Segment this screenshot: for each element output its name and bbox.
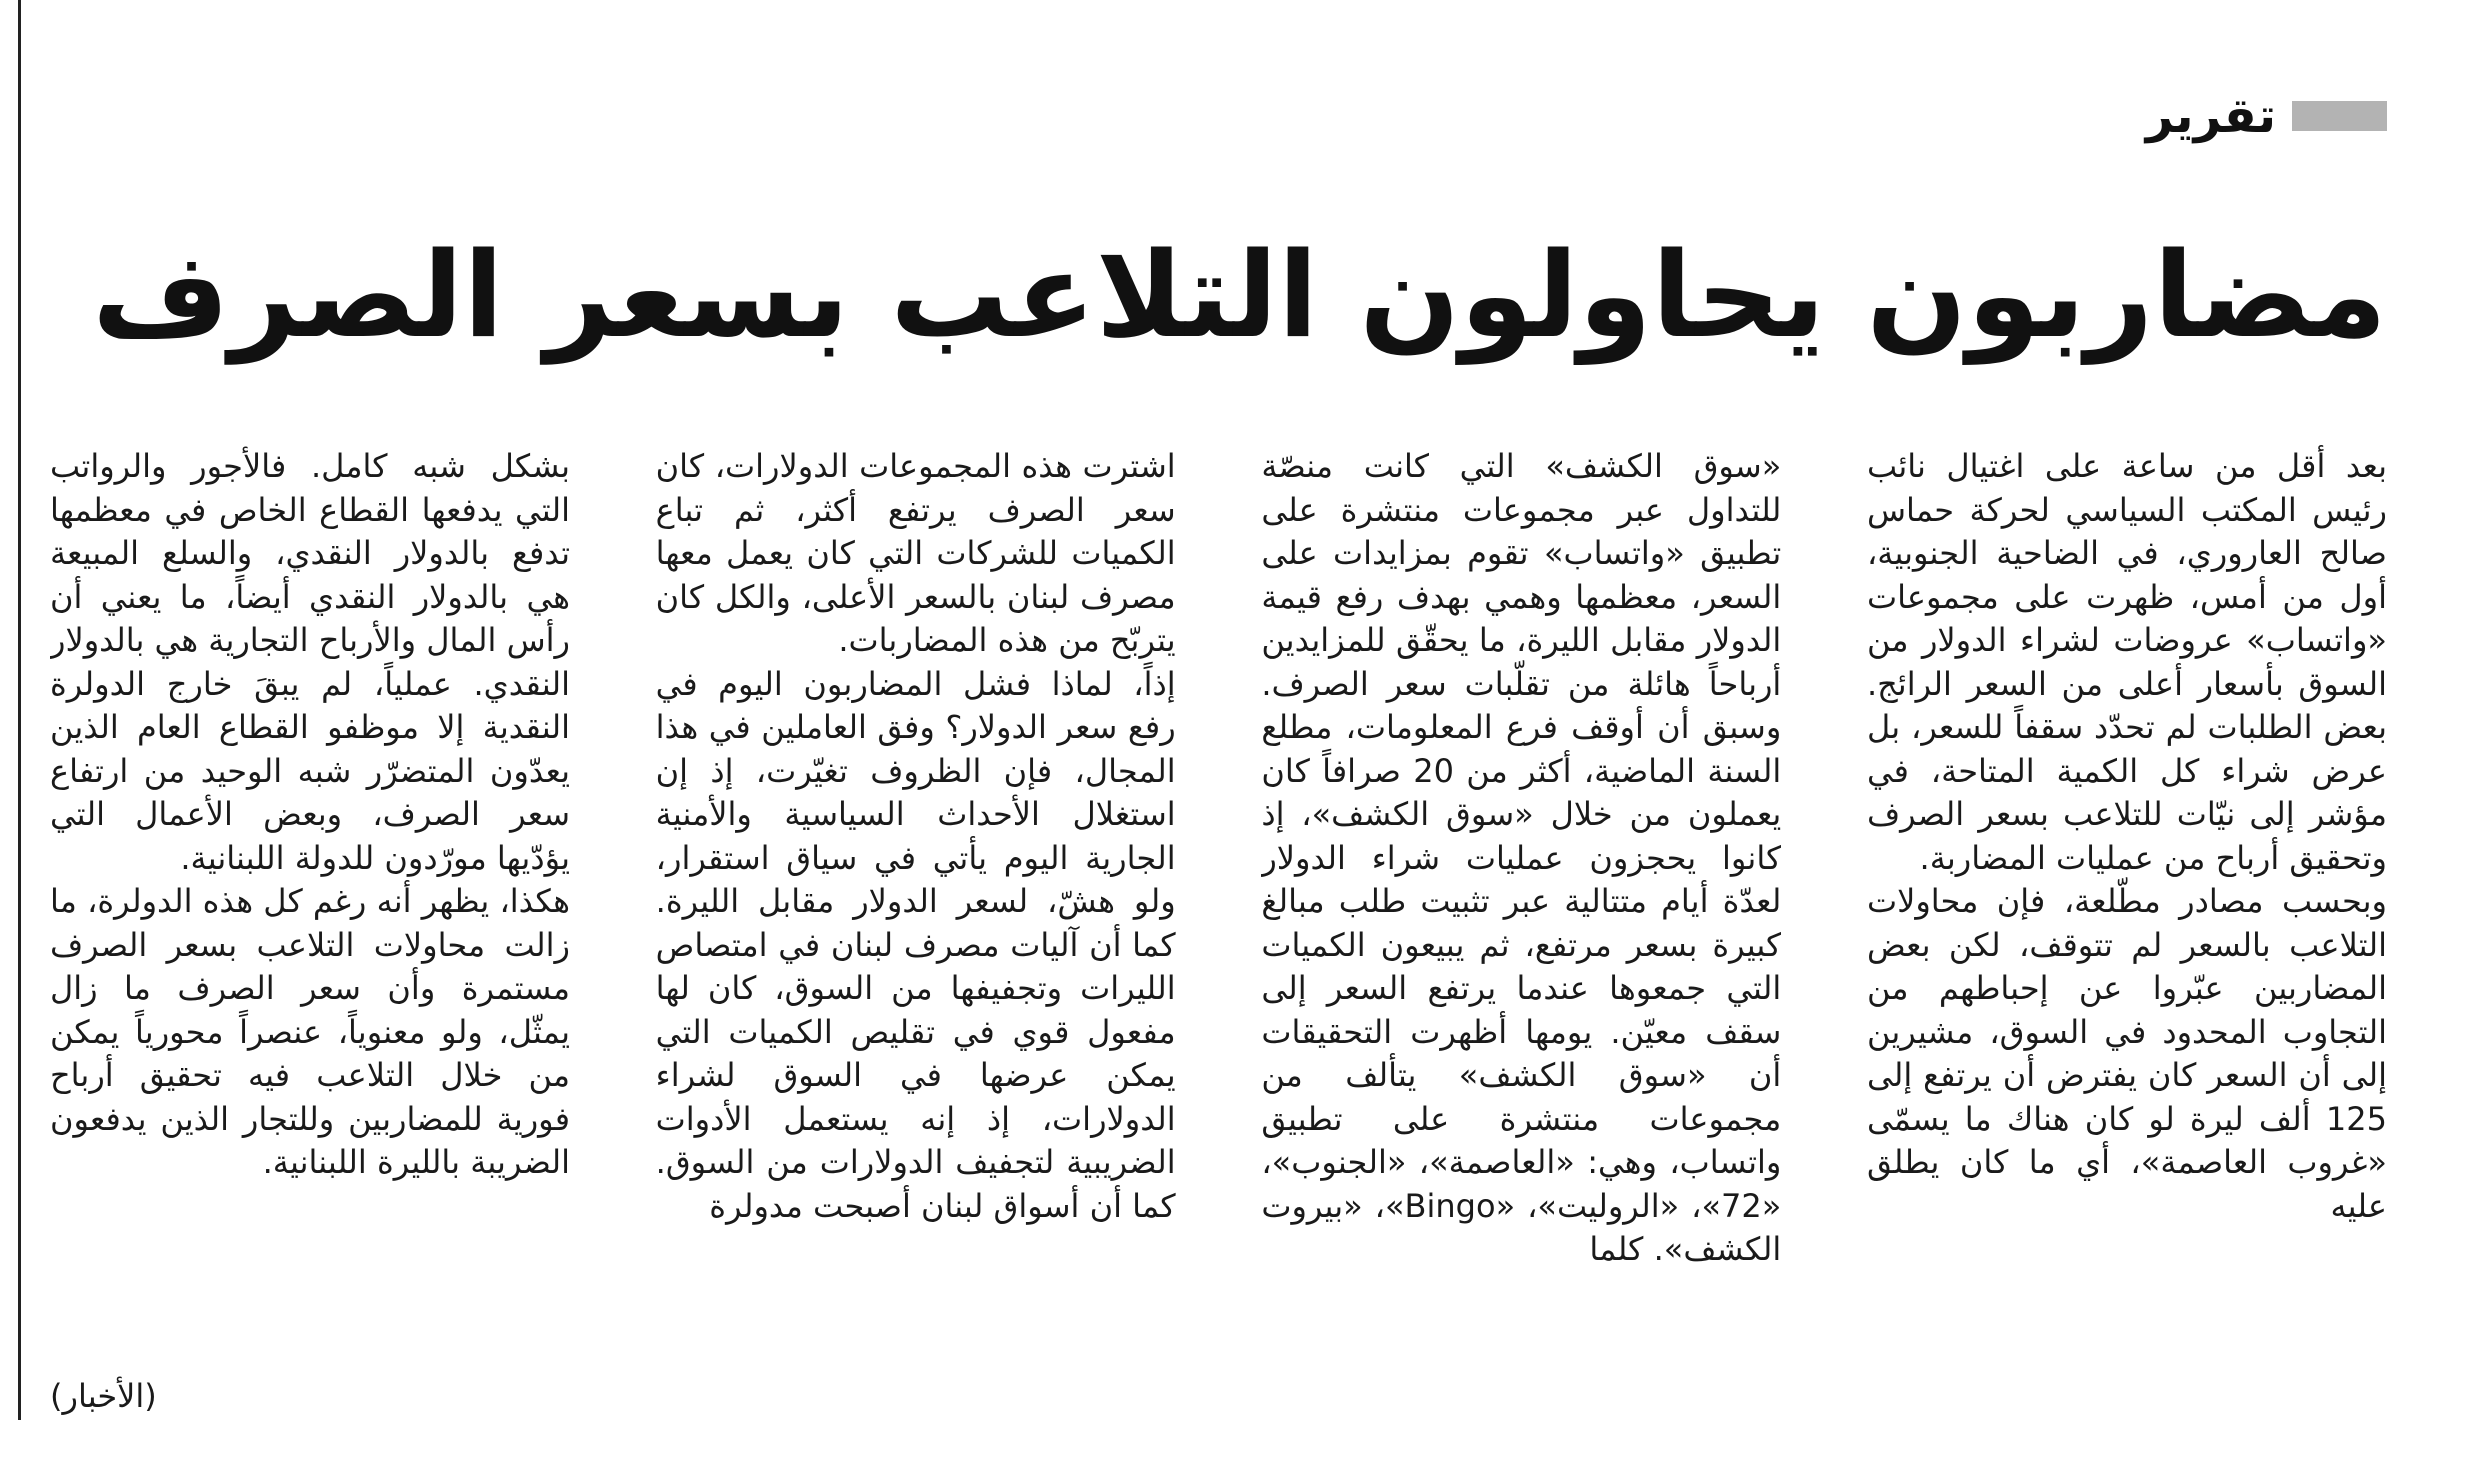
article-column-1: [1867, 445, 2387, 1425]
section-label: تقرير: [2145, 88, 2276, 144]
source-credit: (الأخبار): [50, 1377, 157, 1415]
paragraph: هكذا، يظهر أنه رغم كل هذه الدولرة، ما زالت محاولات التلاعب بسعر الصرف مستمرة وأن سعر الصرف ما زال يمثّل، ولو معنوياً، عنصراً محورياً يمكن من خلال التلاعب فيه تحقيق أرباح فورية للمضاربين وللتجار الذين يدفعون الضريبة بالليرة اللبنانية.: [50, 882, 570, 1181]
article-body: [50, 445, 2387, 1425]
article-headline: مضاربون يحاولون التلاعب بسعر الصرف: [92, 226, 2387, 364]
section-tag-bar: [2292, 101, 2387, 131]
left-column-rule: [18, 0, 21, 1420]
paragraph: وبحسب مصادر مطّلعة، فإن محاولات التلاعب بالسعر لم تتوقف، لكن بعض المضاربين عبّروا عن إحباطهم من التجاوب المحدود في السوق، مشيرين إلى أن السعر كان يفترض أن يرتفع إلى 125 ألف ليرة لو كان هناك ما يسمّى «غروب العاصمة»، أي ما كان يطلق عليه: [1866, 882, 2387, 1225]
paragraph: بشكل شبه كامل. فالأجور والرواتب التي يدفعها القطاع الخاص في معظمها تدفع بالدولار النقدي، والسلع المبيعة هي بالدولار النقدي أيضاً، ما يعني أن رأس المال والأرباح التجارية هي بالدولار النقدي. عملياً، لم يبقَ خارج الدولرة النقدية إلا موظفو القطاع العام الذين يعدّون المتضرّر شبه الوحيد من ارتفاع سعر الصرف، وبعض الأعمال التي يؤدّيها مورّدون للدولة اللبنانية.: [50, 447, 570, 877]
section-tag: [2145, 88, 2387, 144]
article-column-2: [1261, 445, 1781, 1425]
paragraph: اشترت هذه المجموعات الدولارات، كان سعر الصرف يرتفع أكثر، ثم تباع الكميات للشركات التي كان يعمل معها مصرف لبنان بالسعر الأعلى، والكل كان يتربّح من هذه المضاربات.: [655, 447, 1176, 659]
paragraph: بعد أقل من ساعة على اغتيال نائب رئيس المكتب السياسي لحركة حماس صالح العاروري، في الضاحية الجنوبية، أول من أمس، ظهرت على مجموعات «واتساب» عروضات لشراء الدولار من السوق بأسعار أعلى من السعر الرائج. بعض الطلبات لم تحدّد سقفاً للسعر، بل عرض شراء كل الكمية المتاحة، في مؤشر إلى نيّات للتلاعب بسعر الصرف وتحقيق أرباح من عمليات المضاربة.: [1866, 447, 2387, 877]
paragraph: «سوق الكشف» التي كانت منصّة للتداول عبر مجموعات منتشرة على تطبيق «واتساب» تقوم بمزايدات على السعر، معظمها وهمي بهدف رفع قيمة الدولار مقابل الليرة، ما يحقّق للمزايدين أرباحاً هائلة من تقلّبات سعر الصرف. وسبق أن أوقف فرع المعلومات، مطلع السنة الماضية، أكثر من 20 صرافاً كان يعملون من خلال «سوق الكشف»، إذ كانوا يحجزون عمليات شراء الدولار لعدّة أيام متتالية عبر تثبيت طلب مبالغ كبيرة بسعر مرتفع، ثم يبيعون الكميات التي جمعوها عندما يرتفع السعر إلى سقف معيّن. يومها أظهرت التحقيقات أن «سوق الكشف» يتألف من مجموعات منتشرة على تطبيق واتساب، وهي: «العاصمة»، «الجنوب»، «72»، «الروليت»، «Bingo»، «بيروت الكشف». كلما: [1261, 447, 1782, 1268]
article-column-3: [656, 445, 1176, 1425]
paragraph: إذاً، لماذا فشل المضاربون اليوم في رفع سعر الدولار؟ وفق العاملين في هذا المجال، فإن الظروف تغيّرت، إذ إن استغلال الأحداث السياسية والأمنية الجارية اليوم يأتي في سياق استقرار، ولو هشّ، لسعر الدولار مقابل الليرة. كما أن آليات مصرف لبنان في امتصاص الليرات وتجفيفها من السوق، كان لها مفعول قوي في تقليص الكميات التي يمكن عرضها في السوق لشراء الدولارات، إذ إنه يستعمل الأدوات الضريبية لتجفيف الدولارات من السوق. كما أن أسواق لبنان أصبحت مدولرة: [655, 664, 1176, 1225]
article-column-4: [50, 445, 570, 1425]
